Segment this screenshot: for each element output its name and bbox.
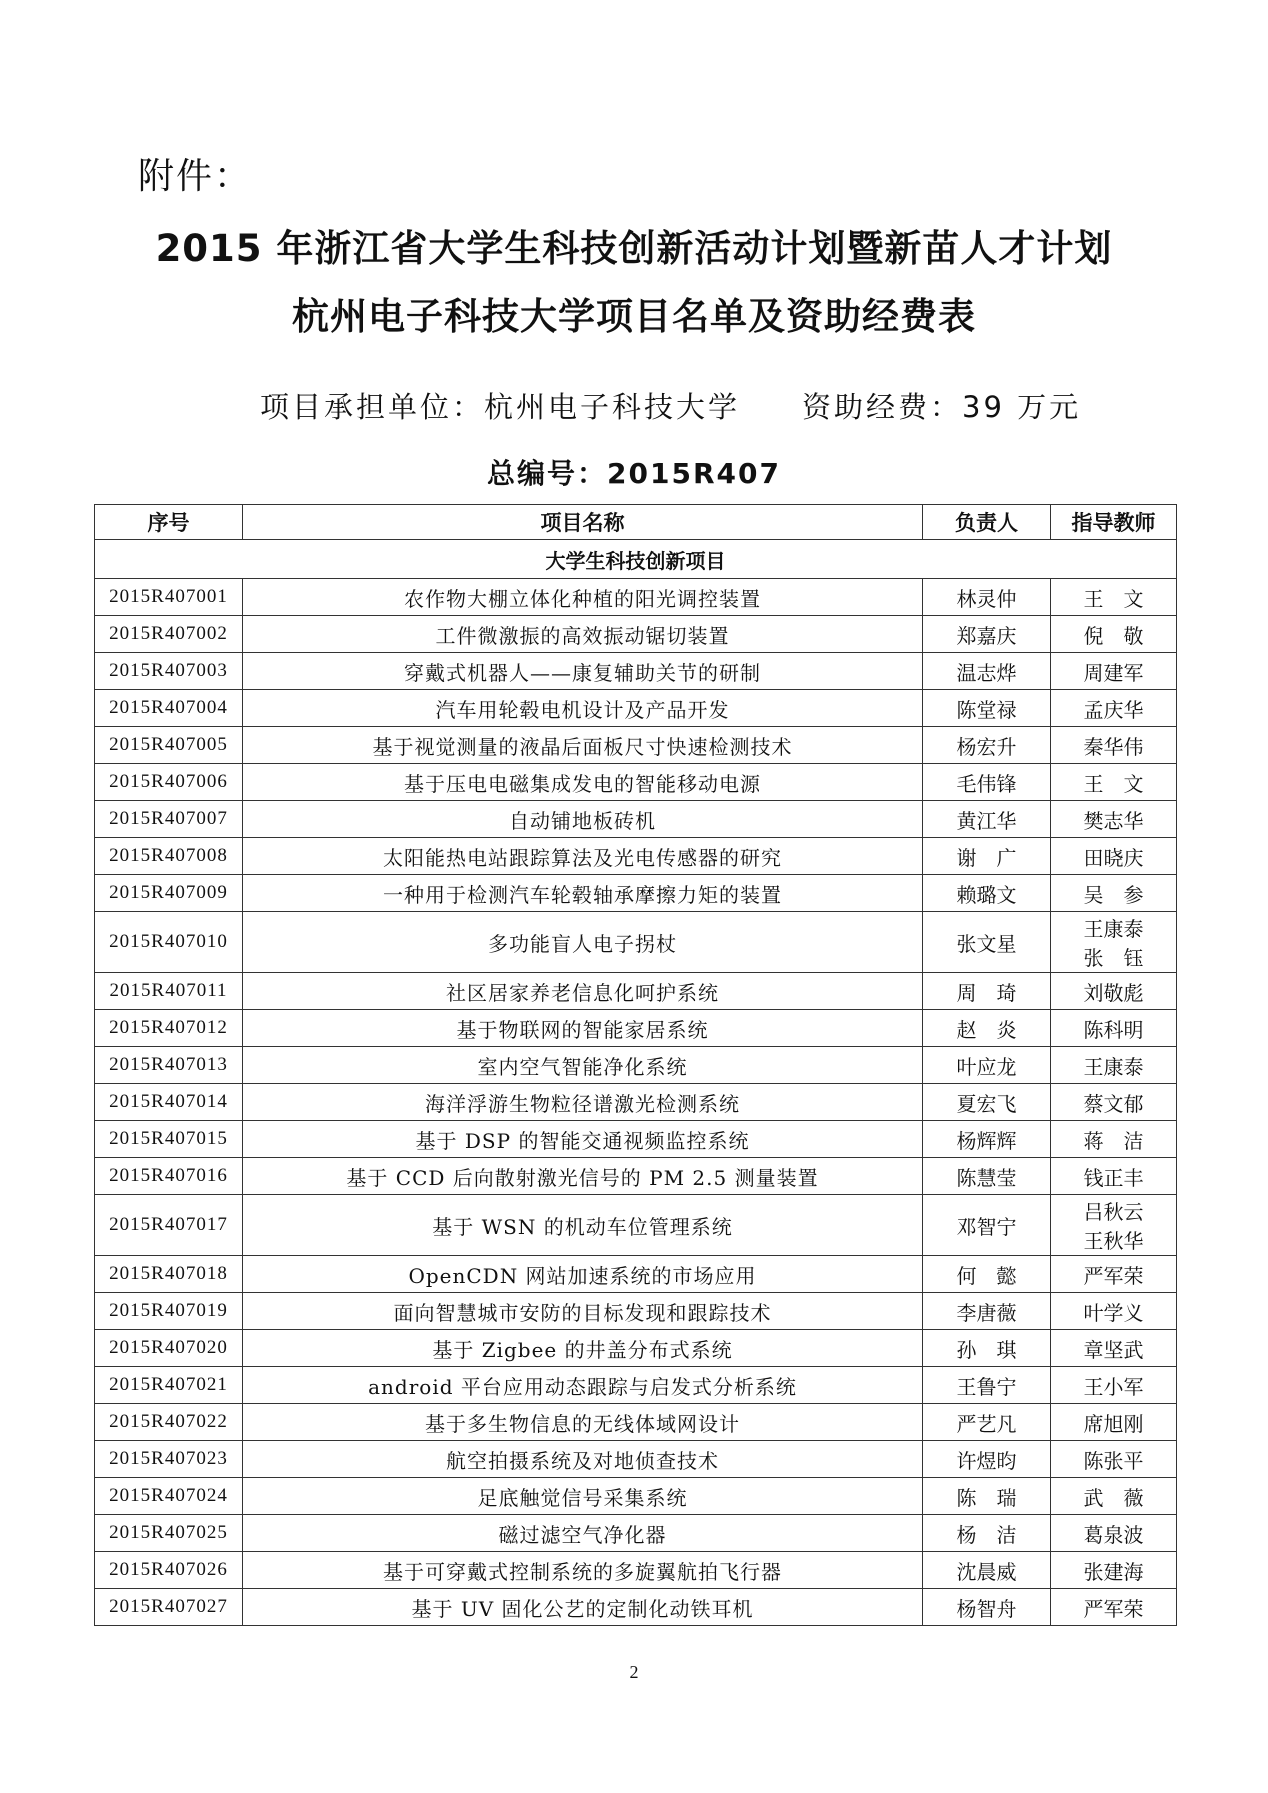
leader-cell: 王鲁宁 xyxy=(923,1367,1051,1404)
advisor-cell: 田晓庆 xyxy=(1051,838,1177,875)
advisor-cell: 叶学义 xyxy=(1051,1293,1177,1330)
advisor-cell: 王康泰 xyxy=(1051,1047,1177,1084)
document-title-line1: 2015 年浙江省大学生科技创新活动计划暨新苗人才计划 xyxy=(155,227,1113,270)
project-name-cell: OpenCDN 网站加速系统的市场应用 xyxy=(243,1256,923,1293)
seq-cell: 2015R407021 xyxy=(95,1367,243,1404)
advisor-cell xyxy=(1051,1195,1177,1256)
table-row xyxy=(95,1158,1177,1195)
project-name-cell: 基于物联网的智能家居系统 xyxy=(243,1010,923,1047)
attachment-label: 附件： xyxy=(138,156,253,197)
leader-cell: 温志烨 xyxy=(923,653,1051,690)
advisor-cell: 严军荣 xyxy=(1051,1256,1177,1293)
table-row xyxy=(95,838,1177,875)
leader-cell: 黄江华 xyxy=(923,801,1051,838)
table-row xyxy=(95,1552,1177,1589)
document-title-line2: 杭州电子科技大学项目名单及资助经费表 xyxy=(292,295,976,338)
project-name-cell: 基于可穿戴式控制系统的多旋翼航拍飞行器 xyxy=(243,1552,923,1589)
table-row xyxy=(95,1121,1177,1158)
advisor-cell: 张建海 xyxy=(1051,1552,1177,1589)
seq-cell: 2015R407019 xyxy=(95,1293,243,1330)
leader-cell: 张文星 xyxy=(923,912,1051,973)
table-row xyxy=(95,579,1177,616)
seq-cell: 2015R407026 xyxy=(95,1552,243,1589)
advisor-cell: 葛泉波 xyxy=(1051,1515,1177,1552)
project-name-cell: android 平台应用动态跟踪与启发式分析系统 xyxy=(243,1367,923,1404)
table-row xyxy=(95,764,1177,801)
project-name-cell: 基于 Zigbee 的井盖分布式系统 xyxy=(243,1330,923,1367)
advisor-cell: 樊志华 xyxy=(1051,801,1177,838)
leader-cell: 谢 广 xyxy=(923,838,1051,875)
seq-cell: 2015R407012 xyxy=(95,1010,243,1047)
table-row xyxy=(95,1047,1177,1084)
table-row xyxy=(95,653,1177,690)
section-row xyxy=(95,540,1177,579)
leader-cell: 杨智舟 xyxy=(923,1589,1051,1626)
seq-cell: 2015R407007 xyxy=(95,801,243,838)
project-name-cell: 一种用于检测汽车轮毂轴承摩擦力矩的装置 xyxy=(243,875,923,912)
header-leader: 负责人 xyxy=(923,505,1051,540)
undertaking-unit: 项目承担单位：杭州电子科技大学 xyxy=(260,390,741,424)
advisor-name: 吕秋云 xyxy=(1083,1200,1144,1224)
seq-cell: 2015R407004 xyxy=(95,690,243,727)
seq-cell: 2015R407011 xyxy=(95,973,243,1010)
project-name-cell: 基于 WSN 的机动车位管理系统 xyxy=(243,1195,923,1256)
seq-cell: 2015R407006 xyxy=(95,764,243,801)
advisor-cell: 陈张平 xyxy=(1051,1441,1177,1478)
project-name-cell: 海洋浮游生物粒径谱激光检测系统 xyxy=(243,1084,923,1121)
leader-cell: 夏宏飞 xyxy=(923,1084,1051,1121)
seq-cell: 2015R407025 xyxy=(95,1515,243,1552)
advisor-cell: 章坚武 xyxy=(1051,1330,1177,1367)
project-name-cell: 太阳能热电站跟踪算法及光电传感器的研究 xyxy=(243,838,923,875)
table-header-row xyxy=(95,505,1177,540)
table-row xyxy=(95,1404,1177,1441)
seq-cell: 2015R407003 xyxy=(95,653,243,690)
leader-cell: 孙 琪 xyxy=(923,1330,1051,1367)
advisor-cell: 武 薇 xyxy=(1051,1478,1177,1515)
seq-cell: 2015R407015 xyxy=(95,1121,243,1158)
leader-cell: 杨辉辉 xyxy=(923,1121,1051,1158)
leader-cell: 周 琦 xyxy=(923,973,1051,1010)
leader-cell: 沈晨威 xyxy=(923,1552,1051,1589)
project-name-cell: 磁过滤空气净化器 xyxy=(243,1515,923,1552)
advisor-cell: 蔡文郁 xyxy=(1051,1084,1177,1121)
advisor-cell: 刘敬彪 xyxy=(1051,973,1177,1010)
project-name-cell: 面向智慧城市安防的目标发现和跟踪技术 xyxy=(243,1293,923,1330)
project-name-cell: 航空拍摄系统及对地侦查技术 xyxy=(243,1441,923,1478)
seq-cell: 2015R407002 xyxy=(95,616,243,653)
table-row xyxy=(95,875,1177,912)
page-number: 2 xyxy=(629,1662,639,1682)
advisor-cell: 吴 参 xyxy=(1051,875,1177,912)
advisor-cell: 王 文 xyxy=(1051,764,1177,801)
project-name-cell: 基于 DSP 的智能交通视频监控系统 xyxy=(243,1121,923,1158)
seq-cell: 2015R407016 xyxy=(95,1158,243,1195)
table-row xyxy=(95,912,1177,973)
seq-cell: 2015R407008 xyxy=(95,838,243,875)
leader-cell: 何 懿 xyxy=(923,1256,1051,1293)
leader-cell: 陈慧莹 xyxy=(923,1158,1051,1195)
seq-cell: 2015R407024 xyxy=(95,1478,243,1515)
project-name-cell: 基于 UV 固化公艺的定制化动铁耳机 xyxy=(243,1589,923,1626)
leader-cell: 杨 洁 xyxy=(923,1515,1051,1552)
advisor-cell: 严军荣 xyxy=(1051,1589,1177,1626)
advisor-cell: 孟庆华 xyxy=(1051,690,1177,727)
advisor-cell: 蒋 洁 xyxy=(1051,1121,1177,1158)
seq-cell: 2015R407027 xyxy=(95,1589,243,1626)
leader-cell: 许煜昀 xyxy=(923,1441,1051,1478)
table-row xyxy=(95,1330,1177,1367)
seq-cell: 2015R407001 xyxy=(95,579,243,616)
advisor-cell: 钱正丰 xyxy=(1051,1158,1177,1195)
project-name-cell: 足底触觉信号采集系统 xyxy=(243,1478,923,1515)
table-row xyxy=(95,1293,1177,1330)
advisor-name-2: 王秋华 xyxy=(1083,1229,1144,1253)
seq-cell: 2015R407010 xyxy=(95,912,243,973)
table-row xyxy=(95,690,1177,727)
leader-cell: 陈堂禄 xyxy=(923,690,1051,727)
table-row xyxy=(95,1441,1177,1478)
total-number: 总编号：2015R407 xyxy=(487,457,781,490)
project-name-cell: 穿戴式机器人——康复辅助关节的研制 xyxy=(243,653,923,690)
advisor-cell: 席旭刚 xyxy=(1051,1404,1177,1441)
table-row xyxy=(95,1367,1177,1404)
seq-cell: 2015R407023 xyxy=(95,1441,243,1478)
advisor-cell: 陈科明 xyxy=(1051,1010,1177,1047)
advisor-cell: 秦华伟 xyxy=(1051,727,1177,764)
table-row xyxy=(95,1515,1177,1552)
advisor-cell: 周建军 xyxy=(1051,653,1177,690)
leader-cell: 李唐薇 xyxy=(923,1293,1051,1330)
advisor-cell xyxy=(1051,912,1177,973)
table-row xyxy=(95,1195,1177,1256)
table-row xyxy=(95,801,1177,838)
project-name-cell: 农作物大棚立体化种植的阳光调控装置 xyxy=(243,579,923,616)
table-row xyxy=(95,1010,1177,1047)
leader-cell: 林灵仲 xyxy=(923,579,1051,616)
leader-cell: 邓智宁 xyxy=(923,1195,1051,1256)
seq-cell: 2015R407020 xyxy=(95,1330,243,1367)
project-name-cell: 基于 CCD 后向散射激光信号的 PM 2.5 测量装置 xyxy=(243,1158,923,1195)
seq-cell: 2015R407017 xyxy=(95,1195,243,1256)
project-name-cell: 基于压电电磁集成发电的智能移动电源 xyxy=(243,764,923,801)
table-row xyxy=(95,1589,1177,1626)
leader-cell: 郑嘉庆 xyxy=(923,616,1051,653)
seq-cell: 2015R407009 xyxy=(95,875,243,912)
project-name-cell: 自动铺地板砖机 xyxy=(243,801,923,838)
project-name-cell: 多功能盲人电子拐杖 xyxy=(243,912,923,973)
leader-cell: 严艺凡 xyxy=(923,1404,1051,1441)
header-advisor: 指导教师 xyxy=(1051,505,1177,540)
advisor-cell: 王 文 xyxy=(1051,579,1177,616)
leader-cell: 陈 瑞 xyxy=(923,1478,1051,1515)
leader-cell: 毛伟锋 xyxy=(923,764,1051,801)
project-name-cell: 社区居家养老信息化呵护系统 xyxy=(243,973,923,1010)
table-row xyxy=(95,1256,1177,1293)
advisor-cell: 倪 敬 xyxy=(1051,616,1177,653)
seq-cell: 2015R407005 xyxy=(95,727,243,764)
seq-cell: 2015R407013 xyxy=(95,1047,243,1084)
header-seq: 序号 xyxy=(95,505,243,540)
leader-cell: 赖璐文 xyxy=(923,875,1051,912)
project-table xyxy=(94,504,1177,1626)
header-project-name: 项目名称 xyxy=(243,505,923,540)
leader-cell: 赵 炎 xyxy=(923,1010,1051,1047)
project-name-cell: 基于多生物信息的无线体域网设计 xyxy=(243,1404,923,1441)
table-row xyxy=(95,1084,1177,1121)
seq-cell: 2015R407022 xyxy=(95,1404,243,1441)
project-name-cell: 汽车用轮毂电机设计及产品开发 xyxy=(243,690,923,727)
unit-funding-line xyxy=(260,385,1081,426)
table-row xyxy=(95,616,1177,653)
leader-cell: 叶应龙 xyxy=(923,1047,1051,1084)
leader-cell: 杨宏升 xyxy=(923,727,1051,764)
project-name-cell: 室内空气智能净化系统 xyxy=(243,1047,923,1084)
funding-amount: 资助经费：39 万元 xyxy=(802,390,1082,424)
project-name-cell: 工件微激振的高效振动锯切装置 xyxy=(243,616,923,653)
seq-cell: 2015R407014 xyxy=(95,1084,243,1121)
table-row xyxy=(95,973,1177,1010)
advisor-cell: 王小军 xyxy=(1051,1367,1177,1404)
seq-cell: 2015R407018 xyxy=(95,1256,243,1293)
project-name-cell: 基于视觉测量的液晶后面板尺寸快速检测技术 xyxy=(243,727,923,764)
table-row xyxy=(95,1478,1177,1515)
section-title: 大学生科技创新项目 xyxy=(95,540,1177,579)
advisor-name: 王康泰 xyxy=(1083,917,1144,941)
advisor-name-2: 张 钰 xyxy=(1083,946,1144,970)
table-row xyxy=(95,727,1177,764)
